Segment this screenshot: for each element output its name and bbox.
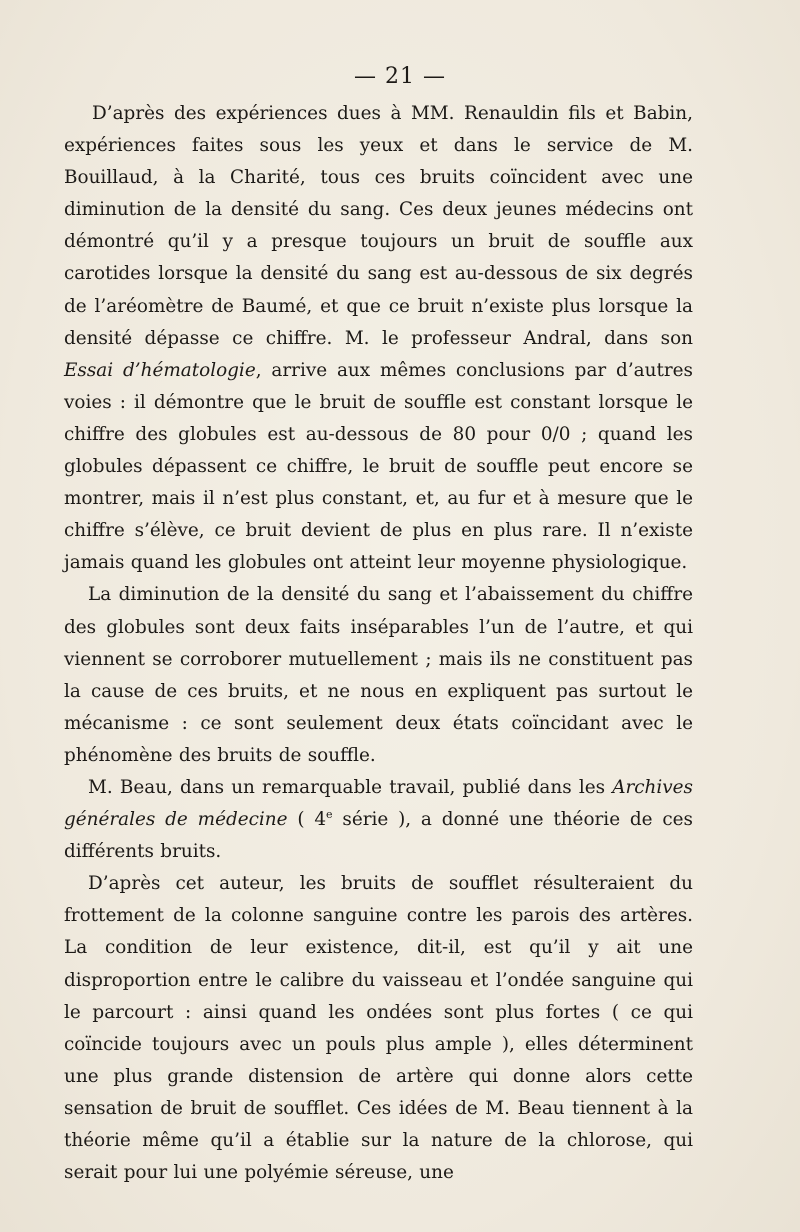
paragraph <box>64 772 693 868</box>
italic-title: Essai d’hématologie <box>64 359 256 381</box>
text-run: ( 4 <box>287 809 327 831</box>
text-run: série ), a donné une théorie de ces différents bruits. <box>64 809 693 863</box>
paragraph <box>64 98 693 579</box>
text-run: M. Beau, dans un remarquable travail, publié dans les <box>88 776 613 798</box>
body-text <box>64 98 693 1189</box>
superscript: e <box>326 808 333 822</box>
text-run: La diminution de la densité du sang et l’abaissement du chiffre des globules sont deux faits inséparables l’un de l’autre, et qui viennent se corroborer mutuellement ; mais ils ne constituent pas la cause de ces bruits, et ne nous en expliquent pas surtout le mécanisme : ce sont seulement deux états coïncidant avec le phénomène des bruits de souffle. <box>64 584 693 766</box>
paragraph <box>64 579 693 772</box>
italic-title: Archives générales de médecine <box>64 776 693 831</box>
page-number: — 21 — <box>354 64 446 89</box>
text-run: D’après des expériences dues à MM. Renauldin fils et Babin, expériences faites sous les yeux et dans le service de M. Bouillaud, à la Charité, tous ces bruits coïncident avec une diminution de la densité du sang. Ces deux jeunes médecins ont démontré qu’il y a presque toujours un bruit de souffle aux carotides lorsque la densité du sang est au-dessous de six degrés de l’aréomètre de Baumé, et que ce bruit n’existe plus lorsque la densité dépasse ce chiffre. M. le professeur Andral, dans son <box>64 103 693 349</box>
text-run: D’après cet auteur, les bruits de soufflet résulteraient du frottement de la colonne sanguine contre les parois des artères. La condition de leur existence, dit-il, est qu’il y ait une disproportion entre le calibre du vaisseau et l’ondée sanguine qui le parcourt : ainsi quand les ondées sont plus fortes ( ce qui coïncide toujours avec un pouls plus ample ), elles déterminent une plus grande distension de artère qui donne alors cette sensation de bruit de soufflet. Ces idées de M. Beau tiennent à la théorie même qu’il a établie sur la nature de la chlorose, qui serait pour lui une polyémie séreuse, une <box>64 873 693 1184</box>
paragraph <box>64 868 693 1189</box>
text-run: , arrive aux mêmes conclusions par d’autres voies : il démontre que le bruit de souffle est constant lorsque le chiffre des globules est au-dessous de 80 pour 0/0 ; quand les globules dépassent ce chiffre, le bruit de souffle peut encore se montrer, mais il n’est plus constant, et, au fur et à mesure que le chiffre s’élève, ce bruit devient de plus en plus rare. Il n’existe jamais quand les globules ont atteint leur moyenne physiologique. <box>64 359 693 574</box>
